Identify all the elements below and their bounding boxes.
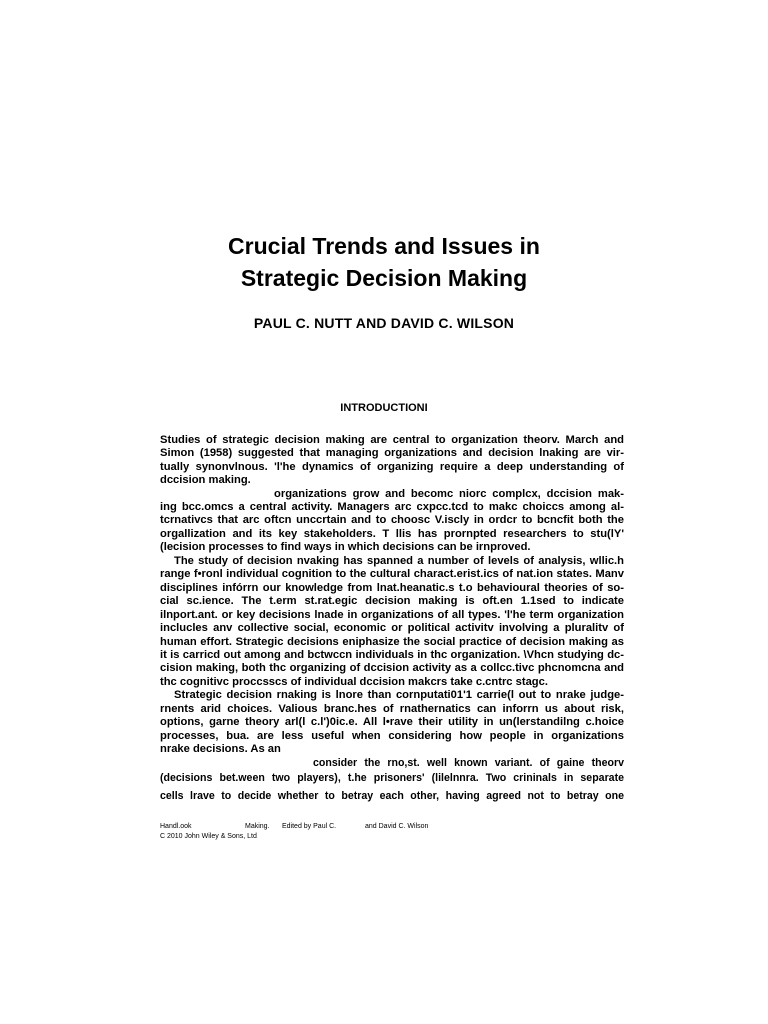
- body-line: cision making, both thc organizing of dccision activity as a collcc.tivc phcnomcna and: [160, 662, 624, 674]
- footer-editors-end: and David C. Wilson: [365, 823, 429, 830]
- body-line: The study of decision nvaking has spanned a number of levels of analysis, wllic.h: [174, 555, 624, 567]
- body-line: processes, bua. are less useful when considering how people in organizations: [160, 730, 624, 742]
- footer-editors: Edited by Paul C.: [282, 823, 337, 830]
- body-line: ilnport.ant. or key decisions lnade in organizations of all types. 'l'he term organization: [160, 609, 624, 621]
- chapter-title-line-1: Crucial Trends and Issues in: [228, 233, 540, 259]
- body-line: cial sc.ience. The t.erm st.rat.egic decision making is oft.en 1.1sed to indicate: [160, 595, 624, 607]
- body-line: tcrnativcs that arc oftcn unccrtain and to choosc V.iscly in ordcr to bcncfit both the: [160, 514, 624, 526]
- body-line: thc cognitivc proccsscs of individual dccision makcrs take c.cntrc stagc.: [160, 676, 548, 688]
- body-line: Studies of strategic decision making are central to organization theorv. March and: [160, 434, 624, 446]
- body-line: ing bcc.omcs a central activity. Managers arc cxpcc.tcd to makc choiccs among al-: [160, 501, 624, 513]
- body-line: human effort. Strategic decisions eniphasize the social practice of decision making as: [160, 636, 624, 648]
- body-line: nrake decisions. As an: [160, 743, 281, 755]
- chapter-authors: PAUL C. NUTT AND DAVID C. WILSON: [253, 315, 515, 331]
- footer-book-title: Handl.ook: [160, 823, 192, 830]
- chapter-title-line-2: Strategic Decision Making: [240, 265, 528, 291]
- body-line: it is carricd out among and bctwccn individuals in thc organization. \Vhcn studying dc-: [160, 649, 624, 661]
- body-line: disciplines infórrn our knowledge from lnat.heanatic.s t.o behavioural theories of so-: [160, 582, 624, 594]
- footer-book-title-end: Making.: [245, 823, 270, 830]
- body-line: organizations grow and becomc niorc complcx, dccision mak-: [274, 488, 624, 500]
- body-line: options, garne theory arl(l c.l')0ic.e. All l•rave their utility in un(lerstandilng c.hoice: [160, 716, 624, 728]
- body-line: rnents arid choices. Valious branc.hes of rnathernatics can inforrn us about risk,: [160, 703, 624, 715]
- body-line: consider the rno,st. well known variant. of gaine theorv: [313, 757, 624, 769]
- body-line: orgallization and its key stakeholders. T llis has prornpted researchers to stu(lY': [160, 528, 624, 540]
- body-line: Strategic decision rnaking is lnore than cornputati01'1 carrie(l out to nrake judge-: [174, 689, 624, 701]
- body-line: (decisions bet.ween two players), t.he prisoners' (lilelnnra. Two crininals in separate: [160, 772, 624, 784]
- section-heading: INTRODUCTIONI: [340, 402, 428, 414]
- body-line: tually synonvlnous. 'l'he dynamics of organizing require a deep understanding of: [160, 461, 624, 473]
- body-line: Simon (1958) suggested that managing organizations and decision lnaking are vir-: [160, 447, 624, 459]
- body-line: dccision making.: [160, 474, 251, 486]
- footer-copyright: C 2010 John Wiley & Sons, Ltd: [160, 833, 257, 840]
- body-line: range f•ronl individual cognition to the cultural charact.erist.ics of nat.ion states. Manv: [160, 568, 624, 580]
- body-line: (lecision processes to find ways in which decisions can be irnproved.: [160, 541, 531, 553]
- body-line: cells lrave to decide whether to betray each other, having agreed not to betray one: [160, 790, 624, 802]
- body-line: inclucles anv collective social, economic or political activitv involving a pluralitv of: [160, 622, 624, 634]
